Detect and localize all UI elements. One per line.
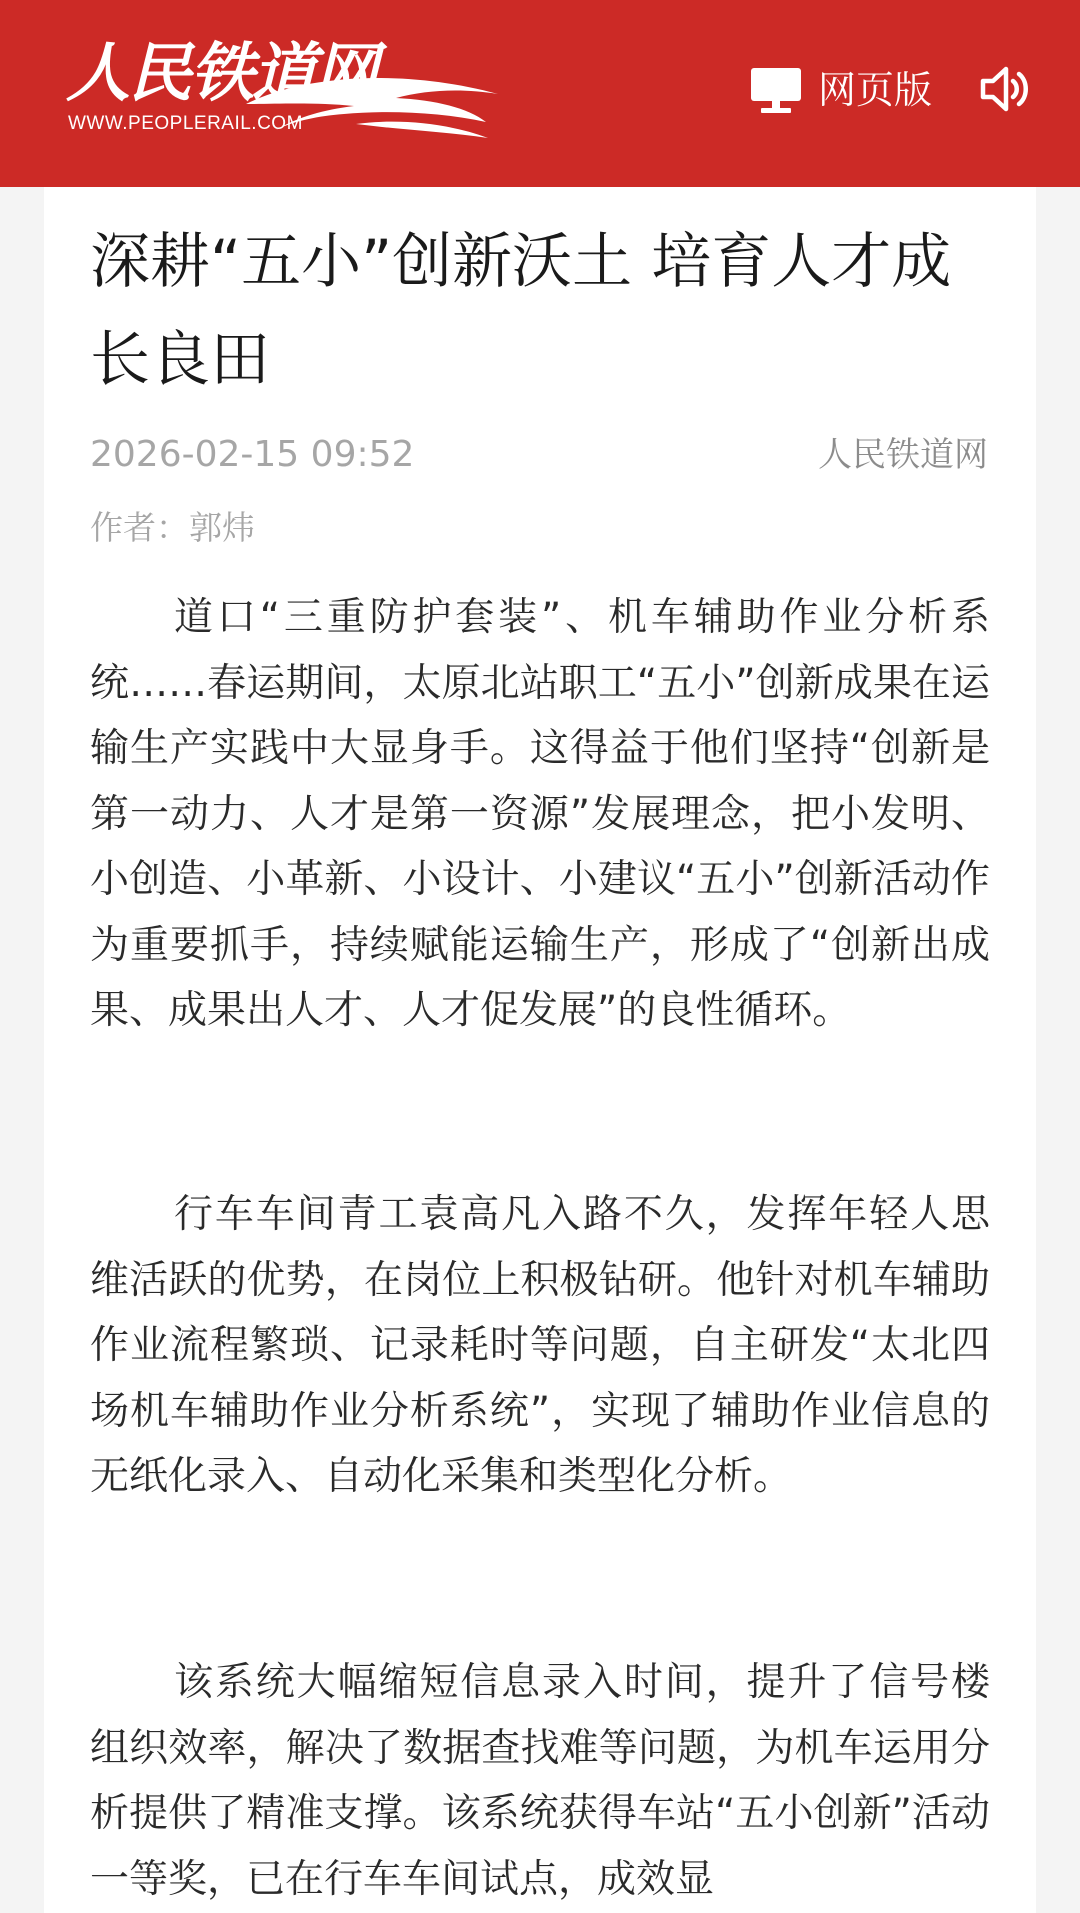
web-version-button[interactable] [748, 62, 932, 118]
site-header [0, 0, 1080, 187]
logo-url: WWW.PEOPLERAIL.COM [68, 113, 303, 134]
article-author: 作者：郭炜 [90, 508, 255, 547]
article-paragraph: 道口“三重防护套装”、机车辅助作业分析系统……春运期间，太原北站职工“五小”创新成果在运输生产实践中大显身手。这得益于他们坚持“创新是第一动力、人才是第一资源”发展理念，把小发明、小创造、小革新、小设计、小建议“五小”创新活动作为重要抓手，持续赋能运输生产，形成了“创新出成果、成果出人才、人才促发展”的良性循环。 [90, 595, 990, 1033]
article-source: 人民铁道网 [818, 435, 988, 475]
logo-wordmark: 人民铁道网 [66, 36, 376, 111]
article-paragraph: 该系统大幅缩短信息录入时间，提升了信号楼组织效率，解决了数据查找难等问题，为机车运用分析提供了精准支撑。该系统获得车站“五小创新”活动一等奖，已在行车车间试点，成效显 [90, 1660, 990, 1902]
article-paragraph: 行车车间青工袁高凡入路不久，发挥年轻人思维活跃的优势，在岗位上积极钻研。他针对机车辅助作业流程繁琐、记录耗时等问题，自主研发“太北四场机车辅助作业分析系统”，实现了辅助作业信息的无纸化录入、自动化采集和类型化分析。 [90, 1192, 990, 1499]
speaker-icon[interactable] [978, 62, 1032, 116]
web-version-label: 网页版 [818, 68, 933, 112]
monitor-icon [748, 65, 804, 115]
publish-date: 2026-02-15 09:52 [90, 434, 415, 475]
site-logo[interactable] [66, 34, 446, 144]
article-title: 深耕“五小”创新沃土 培育人才成长良田 [90, 227, 952, 395]
